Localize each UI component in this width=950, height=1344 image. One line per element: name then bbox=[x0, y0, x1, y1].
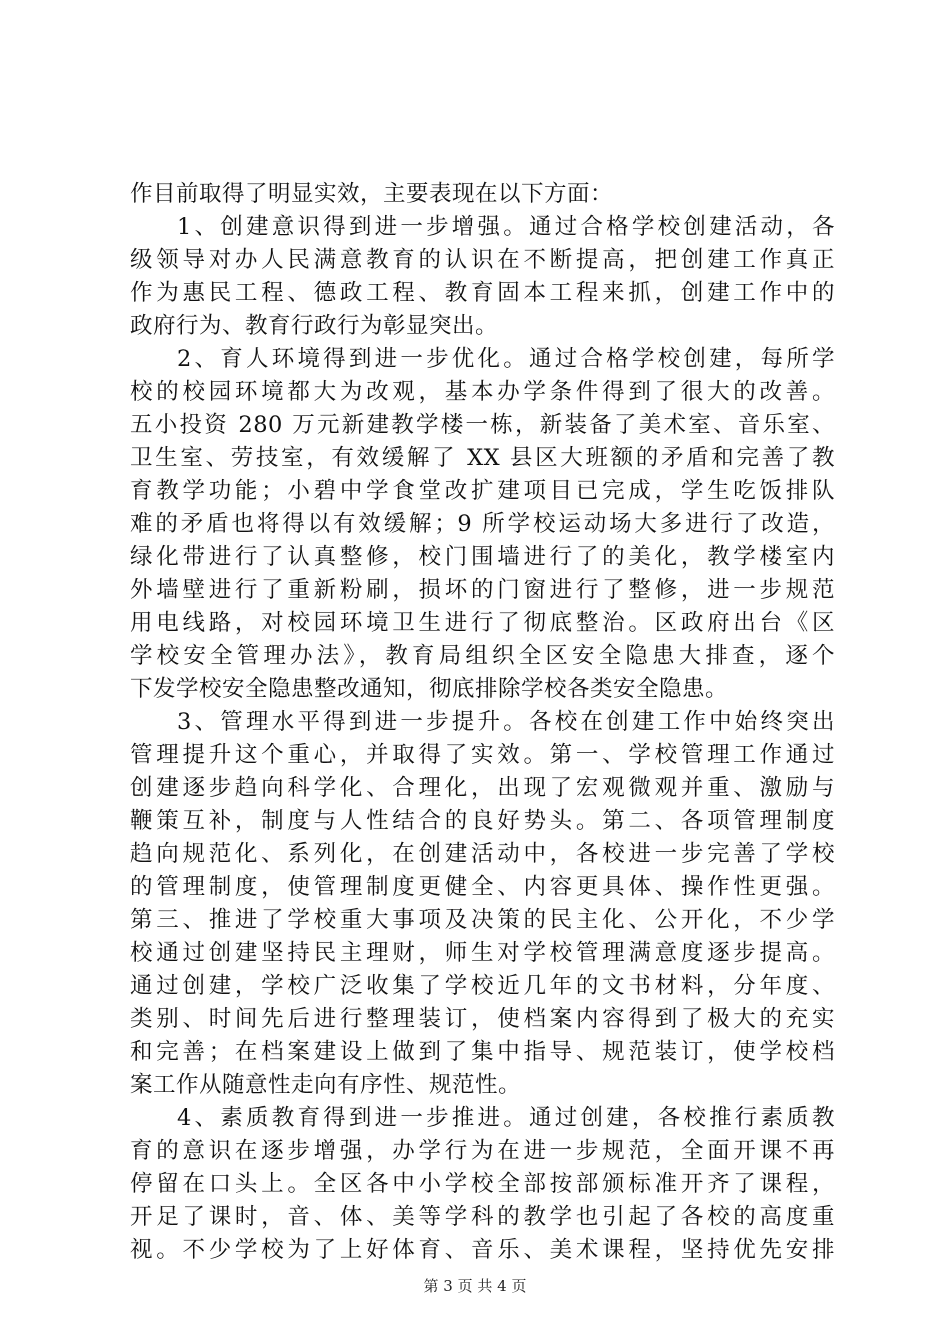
text-line: 绿化带进行了认真整修，校门围墙进行了的美化，教学楼室内 bbox=[130, 544, 835, 570]
text-line: 管理提升这个重心，并取得了实效。第一、学校管理工作通过 bbox=[130, 742, 835, 768]
text-line: 案工作从随意性走向有序性、规范性。 bbox=[130, 1072, 522, 1098]
text-line: 校通过创建坚持民主理财，师生对学校管理满意度逐步提高。 bbox=[130, 940, 835, 966]
text-line: 类别、时间先后进行整理装订，使档案内容得到了极大的充实 bbox=[130, 1006, 835, 1032]
text-line: 作目前取得了明显实效，主要表现在以下方面： bbox=[130, 181, 614, 207]
text-line: 政府行为、教育行政行为彰显突出。 bbox=[130, 313, 499, 339]
text-line: 下发学校安全隐患整改通知，彻底排除学校各类安全隐患。 bbox=[130, 676, 729, 702]
text-line: 难的矛盾也将得以有效缓解；9 所学校运动场大多进行了改造， bbox=[130, 511, 835, 537]
paragraph-first-line: 4、素质教育得到进一步推进。通过创建，各校推行素质教 bbox=[177, 1105, 835, 1131]
text-line: 趋向规范化、系列化，在创建活动中，各校进一步完善了学校 bbox=[130, 841, 835, 867]
text-line: 和完善；在档案建设上做到了集中指导、规范装订，使学校档 bbox=[130, 1039, 835, 1065]
document-body bbox=[130, 178, 835, 1267]
text-line: 外墙壁进行了重新粉刷，损坏的门窗进行了整修，进一步规范 bbox=[130, 577, 835, 603]
page-footer: 第 3 页 共 4 页 bbox=[423, 1277, 527, 1295]
paragraph-first-line: 2、育人环境得到进一步优化。通过合格学校创建，每所学 bbox=[177, 346, 835, 372]
text-line: 卫生室、劳技室，有效缓解了 XX 县区大班额的矛盾和完善了教 bbox=[130, 445, 835, 471]
text-line: 五小投资 280 万元新建教学楼一栋，新装备了美术室、音乐室、 bbox=[130, 412, 835, 438]
paragraph-first-line: 1、创建意识得到进一步增强。通过合格学校创建活动，各 bbox=[177, 214, 835, 240]
text-line: 作为惠民工程、德政工程、教育固本工程来抓，创建工作中的 bbox=[130, 280, 835, 306]
text-line: 通过创建，学校广泛收集了学校近几年的文书材料，分年度、 bbox=[130, 973, 835, 999]
text-line: 用电线路，对校园环境卫生进行了彻底整治。区政府出台《区 bbox=[130, 610, 835, 636]
paragraph-first-line: 3、管理水平得到进一步提升。各校在创建工作中始终突出 bbox=[177, 709, 835, 735]
text-line: 校的校园环境都大为改观，基本办学条件得到了很大的改善。 bbox=[130, 379, 835, 405]
text-line: 第三、推进了学校重大事项及决策的民主化、公开化，不少学 bbox=[130, 907, 835, 933]
text-line: 开足了课时，音、体、美等学科的教学也引起了各校的高度重 bbox=[130, 1204, 835, 1230]
text-line: 停留在口头上。全区各中小学校全部按部颁标准开齐了课程， bbox=[130, 1171, 835, 1197]
text-line: 级领导对办人民满意教育的认识在不断提高，把创建工作真正 bbox=[130, 247, 835, 273]
text-line: 的管理制度，使管理制度更健全、内容更具体、操作性更强。 bbox=[130, 874, 835, 900]
text-line: 育教学功能；小碧中学食堂改扩建项目已完成，学生吃饭排队 bbox=[130, 478, 835, 504]
text-line: 创建逐步趋向科学化、合理化，出现了宏观微观并重、激励与 bbox=[130, 775, 835, 801]
text-line: 视。不少学校为了上好体育、音乐、美术课程，坚持优先安排 bbox=[130, 1237, 835, 1263]
text-line: 鞭策互补，制度与人性结合的良好势头。第二、各项管理制度 bbox=[130, 808, 835, 834]
text-line: 育的意识在逐步增强，办学行为在进一步规范，全面开课不再 bbox=[130, 1138, 835, 1164]
text-line: 学校安全管理办法》，教育局组织全区安全隐患大排查，逐个 bbox=[130, 643, 835, 669]
